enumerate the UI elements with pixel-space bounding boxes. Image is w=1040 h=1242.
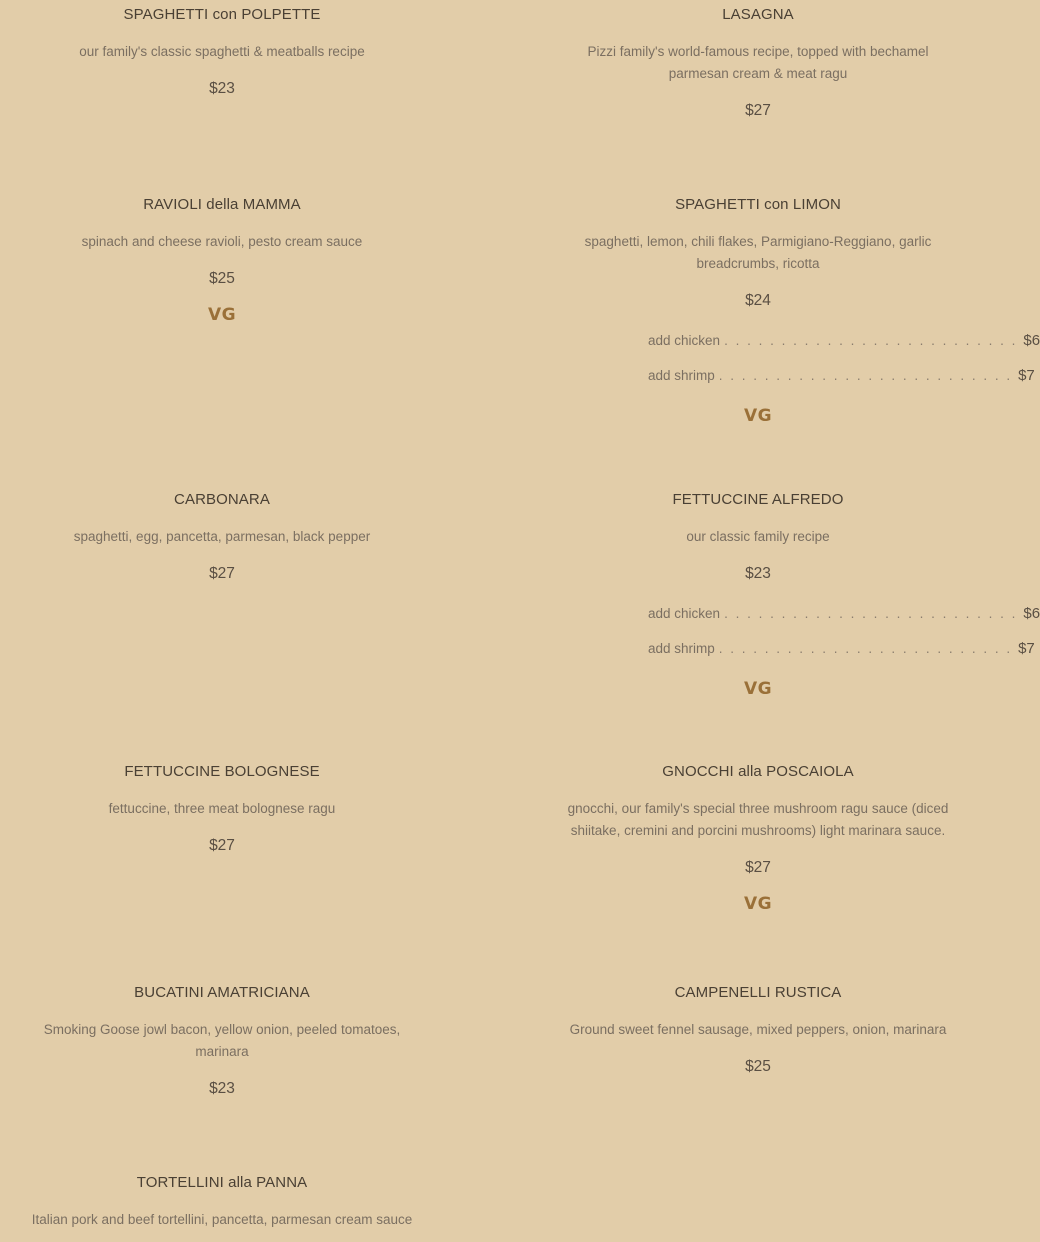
- dish-name: CARBONARA: [174, 491, 270, 508]
- dish-description: spaghetti, lemon, chili flakes, Parmigiano-Reggiano, garlic breadcrumbs, ricotta: [584, 234, 932, 271]
- dish-price: $25: [745, 1058, 771, 1075]
- dish-description: spinach and cheese ravioli, pesto cream sauce: [81, 234, 363, 249]
- addon-chicken: [648, 331, 1040, 366]
- dish-description: our classic family recipe: [686, 529, 830, 544]
- menu-item-tortellini-panna: [22, 1174, 422, 1231]
- dish-description: Ground sweet fennel sausage, mixed peppers, onion, marinara: [569, 1022, 947, 1037]
- vegetarian-badge: VG: [743, 679, 773, 699]
- dish-price: $27: [745, 859, 771, 876]
- addon-price: $6: [1023, 332, 1040, 349]
- addon-price: $7: [1018, 367, 1035, 384]
- menu-item-gnocchi-poscaiola: [558, 763, 958, 914]
- dot-leader: . . . . . . . . . . . . . . . . . . . . . . . . . .: [724, 333, 1018, 348]
- menu-item-carbonara: [22, 491, 422, 584]
- dish-name: BUCATINI AMATRICIANA: [134, 984, 310, 1001]
- menu-item-bucatini-amatriciana: [22, 984, 422, 1099]
- vegetarian-badge: VG: [207, 305, 237, 325]
- dish-price: $27: [209, 837, 235, 854]
- addon-label: add chicken: [648, 333, 721, 348]
- dish-description: Smoking Goose jowl bacon, yellow onion, peeled tomatoes, marinara: [43, 1022, 401, 1059]
- dish-price: $24: [745, 292, 771, 309]
- dish-name: GNOCCHI alla POSCAIOLA: [662, 763, 854, 780]
- dish-description: gnocchi, our family's special three mushroom ragu sauce (diced shiitake, cremini and porcini mushrooms) light marinara sauce.: [567, 801, 949, 838]
- addon-list: [558, 331, 1040, 401]
- menu-item-ravioli-mamma: [22, 196, 422, 325]
- addon-chicken: [648, 604, 1040, 639]
- menu-item-lasagna: [558, 6, 958, 121]
- addon-shrimp: [648, 639, 1035, 674]
- dish-name: FETTUCCINE ALFREDO: [672, 491, 844, 508]
- addon-list: [558, 604, 1040, 674]
- menu-item-spaghetti-polpette: [22, 6, 422, 99]
- dish-name: SPAGHETTI con POLPETTE: [123, 6, 321, 23]
- dish-price: $25: [209, 270, 235, 287]
- addon-price: $7: [1018, 640, 1035, 657]
- menu-item-fettuccine-alfredo: [558, 491, 1040, 699]
- dish-description: Italian pork and beef tortellini, pancetta, parmesan cream sauce: [31, 1212, 413, 1227]
- dish-description: fettuccine, three meat bolognese ragu: [108, 801, 336, 816]
- dish-price: $23: [209, 1080, 235, 1097]
- dish-name: TORTELLINI alla PANNA: [136, 1174, 308, 1191]
- dish-name: FETTUCCINE BOLOGNESE: [124, 763, 320, 780]
- dot-leader: . . . . . . . . . . . . . . . . . . . . . . . . . .: [724, 606, 1018, 621]
- menu-item-spaghetti-limon: [558, 196, 1040, 426]
- addon-price: $6: [1023, 605, 1040, 622]
- addon-label: add shrimp: [648, 641, 715, 656]
- dish-description: Pizzi family's world-famous recipe, topped with bechamel parmesan cream & meat ragu: [587, 44, 929, 81]
- addon-shrimp: [648, 366, 1035, 401]
- dot-leader: . . . . . . . . . . . . . . . . . . . . . . . . . .: [718, 641, 1013, 656]
- addon-label: add chicken: [648, 606, 721, 621]
- dish-price: $23: [209, 80, 235, 97]
- menu-item-campenelli-rustica: [558, 984, 958, 1077]
- dish-price: $27: [209, 565, 235, 582]
- vegetarian-badge: VG: [743, 406, 773, 426]
- dish-price: $23: [745, 565, 771, 582]
- dish-description: spaghetti, egg, pancetta, parmesan, black pepper: [73, 529, 371, 544]
- menu-item-fettuccine-bolognese: [22, 763, 422, 856]
- dot-leader: . . . . . . . . . . . . . . . . . . . . . . . . . .: [718, 368, 1013, 383]
- dish-name: CAMPENELLI RUSTICA: [674, 984, 842, 1001]
- dish-description: our family's classic spaghetti & meatballs recipe: [79, 44, 365, 59]
- dish-name: RAVIOLI della MAMMA: [143, 196, 301, 213]
- dish-price: $27: [745, 102, 771, 119]
- vegetarian-badge: VG: [743, 894, 773, 914]
- addon-label: add shrimp: [648, 368, 715, 383]
- dish-name: LASAGNA: [722, 6, 794, 23]
- dish-name: SPAGHETTI con LIMON: [675, 196, 841, 213]
